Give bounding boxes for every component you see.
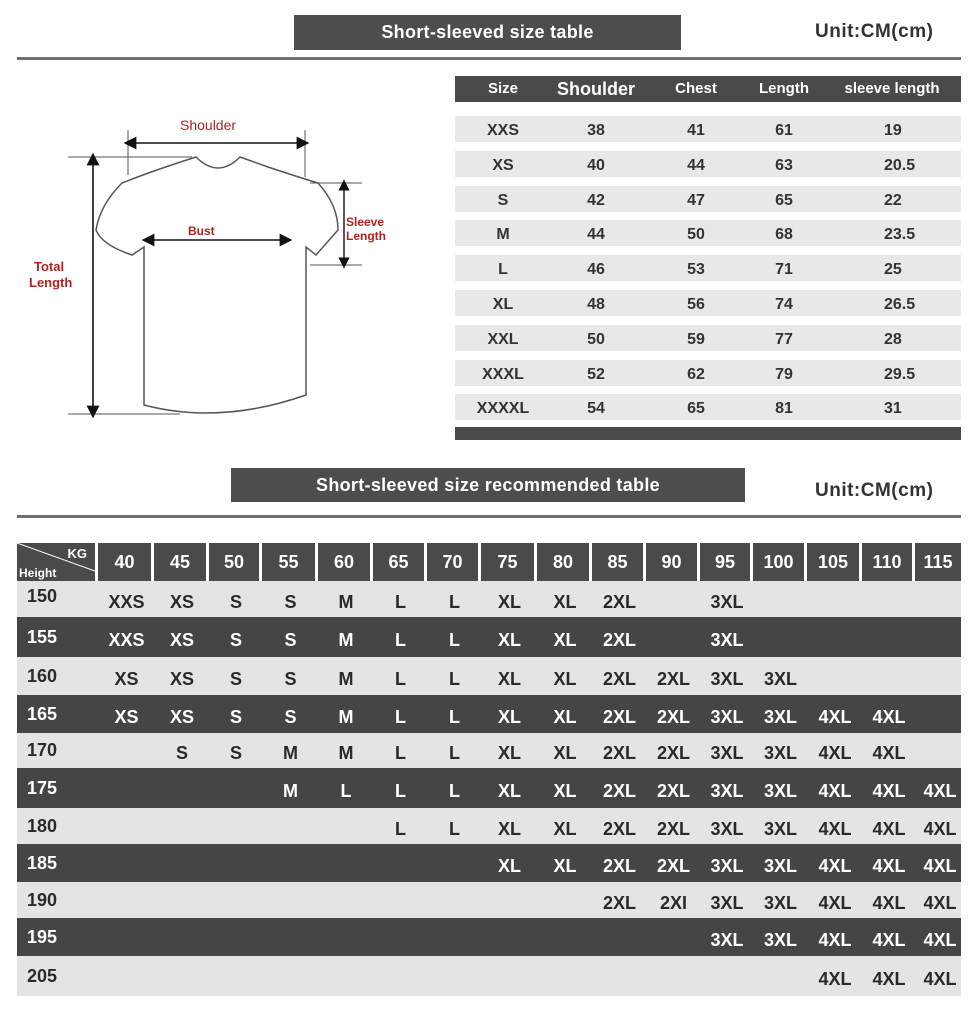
recommended-size-cell: 2XL: [656, 781, 691, 801]
recommended-size-cell: 3XL: [710, 707, 744, 727]
recommended-size-cell: 4XL: [872, 707, 906, 727]
measure-cell: 47: [687, 191, 705, 209]
recommended-size-cell: XL: [553, 707, 577, 727]
recommended-size-cell: XL: [497, 592, 522, 612]
recommended-size-cell: S: [284, 669, 297, 689]
recommended-size-cell: 3XL: [763, 856, 798, 876]
recommended-size-cell: L: [340, 781, 352, 801]
weight-header: 75: [481, 543, 534, 581]
recommended-size-cell: 4XL: [923, 930, 957, 950]
recommended-size-cell: 2XL: [656, 819, 691, 839]
size-cell: XXXXL: [476, 400, 530, 418]
measure-cell: 31: [884, 400, 902, 418]
recommended-size-cell: 3XL: [763, 819, 798, 839]
size-cell: XL: [492, 296, 514, 313]
size-row: [455, 290, 961, 316]
size-row: [455, 325, 961, 351]
size-cell: XXXL: [482, 365, 524, 383]
recommended-size-cell: XS: [114, 707, 139, 727]
tshirt-outline: [96, 157, 338, 413]
recommended-size-cell: 4XL: [923, 856, 957, 876]
recommended-size-cell: 3XL: [710, 819, 744, 839]
recommended-size-cell: XL: [497, 819, 522, 839]
recommended-size-cell: XS: [169, 630, 195, 650]
measure-cell: 65: [687, 400, 705, 418]
recommended-size-cell: S: [229, 743, 243, 763]
recommended-size-cell: M: [283, 743, 298, 763]
total-label-1: Total: [34, 259, 65, 274]
sleeve-label-1: Sleeve: [346, 215, 385, 229]
recommended-size-cell: 2XI: [659, 893, 688, 913]
measure-cell: 61: [775, 122, 793, 139]
measure-cell: 42: [587, 191, 605, 209]
recommended-size-cell: S: [284, 592, 297, 612]
size-cell: L: [498, 261, 508, 279]
recommended-size-cell: 2XL: [602, 669, 637, 689]
measure-cell: 50: [587, 330, 605, 348]
col-length: Length: [759, 80, 809, 97]
recommend-row: [17, 695, 961, 733]
recommended-size-cell: XL: [497, 781, 522, 801]
recommended-size-cell: 4XL: [818, 893, 852, 913]
recommended-size-cell: 2XL: [602, 781, 637, 801]
measure-cell: 56: [687, 296, 705, 313]
weight-header: 40: [98, 543, 151, 581]
recommended-size-cell: XS: [114, 669, 139, 689]
recommended-size-cell: XL: [553, 856, 577, 876]
recommended-size-cell: XL: [553, 819, 577, 839]
recommended-size-cell: 2XL: [602, 707, 637, 727]
recommended-size-cell: L: [395, 743, 406, 763]
measure-cell: 28: [884, 330, 902, 348]
recommended-size-cell: 4XL: [872, 856, 906, 876]
top-divider: [17, 57, 961, 60]
recommend-row: [17, 956, 961, 996]
measure-cell: 77: [775, 330, 793, 348]
recommended-size-cell: XL: [553, 592, 577, 612]
recommend-row: [17, 617, 961, 657]
recommended-size-cell: XXS: [108, 592, 145, 612]
bottom-divider: [17, 515, 961, 518]
col-size: Size: [487, 80, 519, 97]
recommended-size-cell: 4XL: [872, 819, 906, 839]
recommended-size-cell: 4XL: [872, 893, 906, 913]
recommended-size-cell: L: [395, 781, 406, 801]
measure-cell: 79: [775, 365, 793, 383]
measure-cell: 41: [687, 122, 705, 139]
recommend-row: [17, 657, 961, 695]
col-sleeve-length: sleeve length: [844, 80, 940, 97]
recommended-size-cell: 3XL: [710, 743, 744, 763]
measure-cell: 63: [775, 156, 793, 174]
recommended-size-cell: 4XL: [818, 707, 852, 727]
recommend-row: [17, 581, 961, 617]
size-row: [455, 220, 961, 246]
weight-header: 55: [262, 543, 315, 581]
weight-header: 65: [373, 543, 424, 581]
height-cell: 160: [27, 666, 58, 686]
measure-cell: 22: [884, 191, 902, 209]
recommended-size-cell: 2XL: [656, 707, 691, 727]
recommended-size-cell: XL: [553, 743, 577, 763]
recommended-size-cell: XS: [169, 592, 195, 612]
recommended-size-cell: L: [449, 819, 460, 839]
recommended-size-cell: XL: [553, 669, 577, 689]
recommended-size-cell: XL: [497, 856, 522, 876]
size-row: [455, 151, 961, 177]
corner-height: Height: [19, 566, 57, 580]
size-row: [455, 116, 961, 142]
measure-cell: 50: [687, 226, 705, 244]
recommended-size-cell: XL: [497, 743, 522, 763]
measure-cell: 44: [687, 156, 705, 174]
tshirt-diagram: [20, 105, 420, 435]
weight-header: 85: [592, 543, 643, 581]
recommended-size-cell: 3XL: [763, 669, 798, 689]
corner-cell: [17, 543, 95, 581]
recommended-size-cell: L: [449, 630, 460, 650]
recommended-size-cell: 4XL: [818, 819, 852, 839]
recommend-row: [17, 844, 961, 882]
recommended-size-cell: 3XL: [710, 592, 744, 612]
measure-cell: 19: [884, 122, 902, 139]
recommended-size-cell: 4XL: [818, 743, 852, 763]
weight-header: 110: [862, 543, 912, 581]
measure-cell: 74: [775, 296, 793, 313]
recommended-size-cell: XL: [497, 707, 522, 727]
weight-header: 80: [537, 543, 589, 581]
recommended-size-cell: 3XL: [763, 743, 798, 763]
weight-header: 60: [318, 543, 370, 581]
recommended-size-cell: L: [395, 630, 406, 650]
recommended-size-cell: M: [338, 707, 354, 727]
recommended-size-cell: M: [338, 669, 354, 689]
col-shoulder: Shoulder: [556, 79, 636, 99]
recommended-size-cell: XL: [553, 630, 577, 650]
recommended-size-cell: S: [229, 630, 243, 650]
measure-cell: 20.5: [884, 156, 916, 174]
recommended-size-cell: M: [338, 592, 354, 612]
measure-cell: 52: [587, 365, 605, 383]
recommended-size-cell: 4XL: [923, 781, 957, 801]
measure-cell: 40: [587, 156, 605, 174]
measure-cell: 25: [884, 261, 902, 279]
measure-cell: 68: [775, 226, 793, 244]
size-row: [455, 255, 961, 281]
recommended-size-cell: 3XL: [763, 893, 798, 913]
weight-header: 90: [646, 543, 697, 581]
weight-header: 115: [915, 543, 961, 581]
recommended-size-cell: 4XL: [818, 969, 852, 989]
weight-header: 100: [753, 543, 804, 581]
recommended-size-cell: 4XL: [872, 743, 906, 763]
recommended-size-cell: 3XL: [763, 930, 798, 950]
measure-cell: 59: [687, 330, 705, 348]
recommended-size-cell: 4XL: [923, 893, 957, 913]
measure-cell: 65: [775, 191, 793, 209]
recommended-size-cell: 2XL: [602, 630, 637, 650]
recommended-size-cell: 4XL: [872, 930, 906, 950]
col-chest: Chest: [675, 80, 717, 97]
height-cell: 170: [27, 740, 58, 760]
recommend-row: [17, 733, 961, 768]
recommended-size-cell: 4XL: [818, 930, 852, 950]
recommended-size-cell: 2XL: [602, 856, 637, 876]
weight-header: 50: [209, 543, 259, 581]
recommended-size-cell: 3XL: [710, 781, 744, 801]
measure-cell: 53: [687, 261, 705, 279]
recommended-size-cell: 3XL: [710, 669, 744, 689]
measure-cell: 46: [587, 261, 605, 279]
recommend-table-unit: Unit:CM(cm): [815, 480, 934, 501]
size-table-footer: [455, 427, 961, 440]
recommended-size-cell: 3XL: [763, 707, 798, 727]
measure-cell: 38: [587, 122, 605, 139]
weight-header: 105: [807, 543, 859, 581]
recommended-size-cell: 2XL: [656, 743, 691, 763]
size-row: [455, 186, 961, 212]
size-table-header: [455, 76, 961, 102]
recommended-size-cell: M: [338, 630, 354, 650]
measure-cell: 29.5: [884, 365, 916, 383]
corner-kg: KG: [67, 546, 87, 561]
height-cell: 205: [27, 966, 58, 986]
size-table-title: Short-sleeved size table: [294, 15, 681, 50]
size-cell: XS: [492, 156, 514, 174]
size-cell: XXS: [486, 122, 520, 139]
weight-header: 95: [700, 543, 750, 581]
recommended-size-cell: 4XL: [818, 856, 852, 876]
height-cell: 165: [27, 704, 58, 724]
size-row: [455, 360, 961, 386]
recommended-size-cell: 2XL: [656, 669, 691, 689]
shoulder-label: Shoulder: [180, 117, 237, 133]
recommended-size-cell: 2XL: [602, 819, 637, 839]
recommended-size-cell: 3XL: [710, 893, 744, 913]
measure-cell: 44: [587, 226, 605, 244]
measure-cell: 48: [587, 296, 605, 313]
recommended-size-cell: S: [229, 669, 243, 689]
measure-cell: 54: [587, 400, 605, 418]
recommended-size-cell: 4XL: [872, 969, 906, 989]
recommended-size-cell: 3XL: [710, 630, 744, 650]
recommended-size-cell: 4XL: [923, 969, 957, 989]
recommended-size-cell: L: [449, 781, 460, 801]
recommended-size-cell: S: [284, 630, 297, 650]
recommended-size-cell: S: [229, 707, 243, 727]
recommended-size-cell: L: [395, 592, 406, 612]
weight-header: 45: [154, 543, 206, 581]
size-row: [455, 394, 961, 420]
recommended-size-cell: L: [395, 707, 406, 727]
recommended-size-cell: 2XL: [656, 856, 691, 876]
recommended-size-cell: M: [338, 743, 354, 763]
recommended-size-cell: L: [449, 743, 460, 763]
recommend-row: [17, 808, 961, 844]
recommended-size-cell: 3XL: [763, 781, 798, 801]
recommend-row: [17, 918, 961, 956]
recommended-size-cell: L: [395, 669, 406, 689]
recommended-size-cell: L: [449, 592, 460, 612]
recommended-size-cell: XXS: [108, 630, 145, 650]
recommended-size-cell: XS: [169, 669, 195, 689]
recommended-size-cell: 4XL: [872, 781, 906, 801]
recommended-size-cell: L: [449, 707, 460, 727]
recommend-row: [17, 768, 961, 808]
size-cell: M: [496, 226, 510, 244]
measure-cell: 71: [775, 261, 793, 279]
recommended-size-cell: 4XL: [923, 819, 957, 839]
height-cell: 155: [27, 627, 58, 647]
height-cell: 195: [27, 927, 58, 947]
recommended-size-cell: XL: [497, 630, 522, 650]
height-cell: 185: [27, 853, 58, 873]
height-cell: 175: [27, 778, 58, 798]
recommended-size-cell: 2XL: [602, 592, 637, 612]
recommended-size-cell: XL: [497, 669, 522, 689]
size-table-unit: Unit:CM(cm): [815, 21, 934, 42]
recommended-size-cell: XS: [169, 707, 195, 727]
measure-cell: 23.5: [884, 226, 916, 244]
recommended-size-cell: 3XL: [710, 856, 744, 876]
height-cell: 190: [27, 890, 58, 910]
recommend-table-title: Short-sleeved size recommended table: [231, 468, 745, 502]
recommended-size-cell: S: [229, 592, 243, 612]
recommended-size-cell: L: [449, 669, 460, 689]
recommended-size-cell: L: [395, 819, 406, 839]
recommended-size-cell: M: [283, 781, 298, 801]
recommended-size-cell: 2XL: [602, 893, 637, 913]
measure-cell: 62: [687, 365, 705, 383]
recommended-size-cell: 3XL: [710, 930, 744, 950]
size-cell: S: [497, 191, 509, 209]
recommended-size-cell: S: [284, 707, 297, 727]
recommend-row: [17, 882, 961, 918]
height-cell: 180: [27, 816, 58, 836]
measure-cell: 81: [775, 400, 793, 418]
recommended-size-cell: 2XL: [602, 743, 637, 763]
recommended-size-cell: S: [175, 743, 189, 763]
size-cell: XXL: [487, 330, 519, 348]
recommended-size-cell: XL: [553, 781, 577, 801]
measure-cell: 26.5: [884, 296, 916, 313]
bust-label: Bust: [188, 224, 215, 238]
weight-header: 70: [427, 543, 478, 581]
height-cell: 150: [27, 586, 58, 606]
recommended-size-cell: 4XL: [818, 781, 852, 801]
total-label-2: Length: [29, 275, 73, 290]
sleeve-label-2: Length: [346, 229, 386, 243]
